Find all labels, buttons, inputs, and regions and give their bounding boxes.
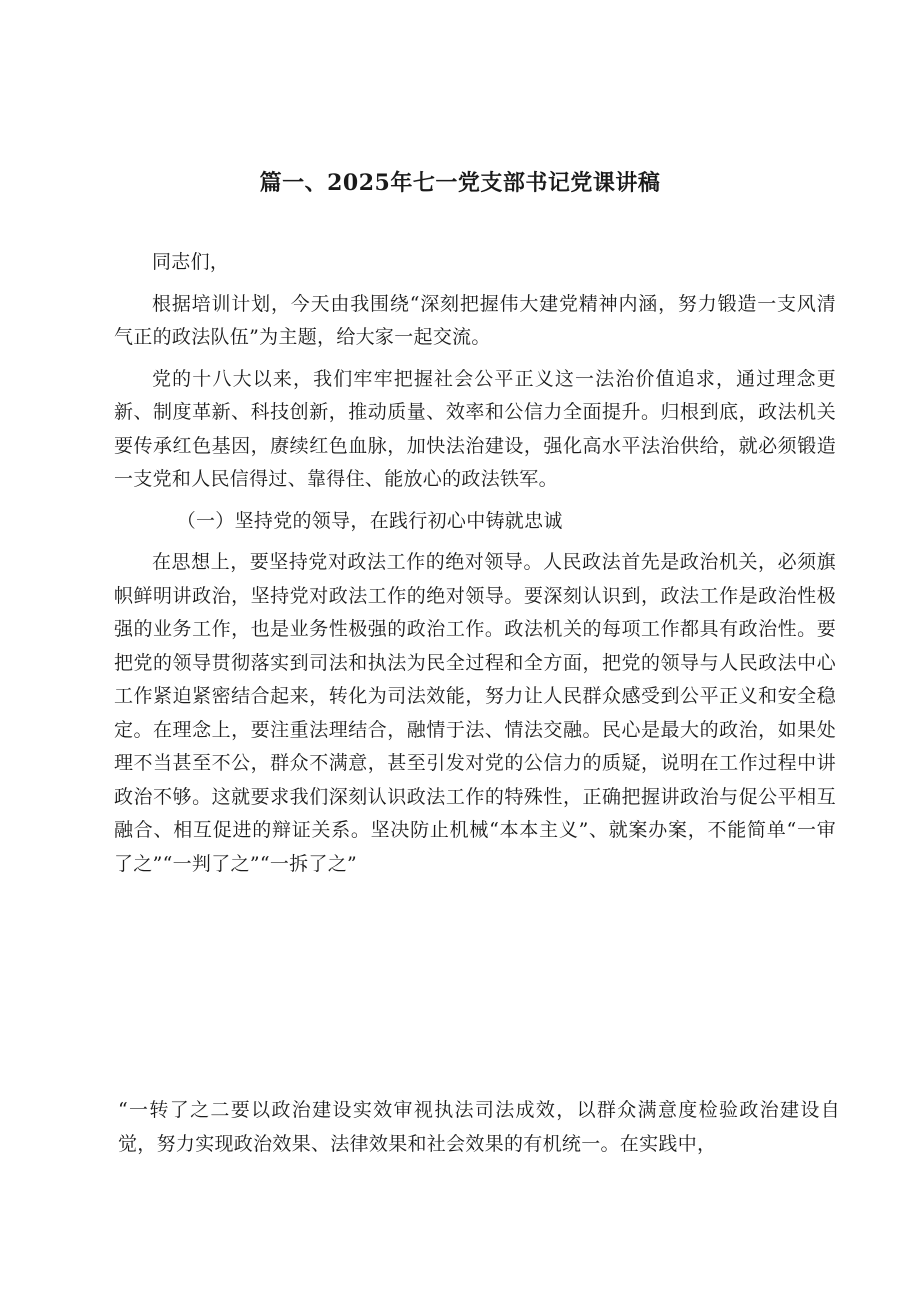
document-continuation: [118, 1094, 840, 1161]
paragraph-background: 党的十八大以来，我们牢牢把握社会公平正义这一法治价值追求，通过理念更新、制度革新、科技创新，推动质量、效率和公信力全面提升。归根到底，政法机关要传承红色基因，赓续红色血脉，加快法治建设，强化高水平法治供给，就必须锻造一支党和人民信得过、靠得住、能放心的政法铁军。: [114, 367, 836, 490]
document-body: [114, 246, 836, 889]
section-heading: （一）坚持党的领导，在践行初心中铸就忠诚: [176, 509, 563, 532]
document-title: 篇一、2025年七一党支部书记党课讲稿: [259, 169, 661, 196]
section-paragraph: 在思想上，要坚持党对政法工作的绝对领导。人民政法首先是政治机关，必须旗帜鲜明讲政治，坚持党对政法工作的绝对领导。要深刻认识到，政法工作是政治性极强的业务工作，也是业务性极强的政治工作。政法机关的每项工作都具有政治性。要把党的领导贯彻落实到司法和执法为民全过程和全方面，把党的领导与人民政法中心工作紧迫紧密结合起来，转化为司法效能，努力让人民群众感受到公平正义和安全稳定。在理念上，要注重法理结合，融情于法、情法交融。民心是最大的政治，如果处理不当甚至不公，群众不满意，甚至引发对党的公信力的质疑，说明在工作过程中讲政治不够。这就要求我们深刻认识政法工作的特殊性，正确把握讲政治与促公平相互融合、相互促进的辩证关系。坚决防止机械“本本主义”、就案办案，不能简单“一审了之”“一判了之”“一拆了之”: [114, 551, 836, 875]
paragraph-intro: 根据培训计划，今天由我围绕“深刻把握伟大建党精神内涵，努力锻造一支风清气正的政法队伍”为主题，给大家一起交流。: [114, 292, 836, 348]
continuation-paragraph: “一转了之二要以政治建设实效审视执法司法成效，以群众满意度检验政治建设自觉，努力实现政治效果、法律效果和社会效果的有机统一。在实践中，: [118, 1099, 840, 1155]
greeting: 同志们，: [152, 251, 230, 273]
